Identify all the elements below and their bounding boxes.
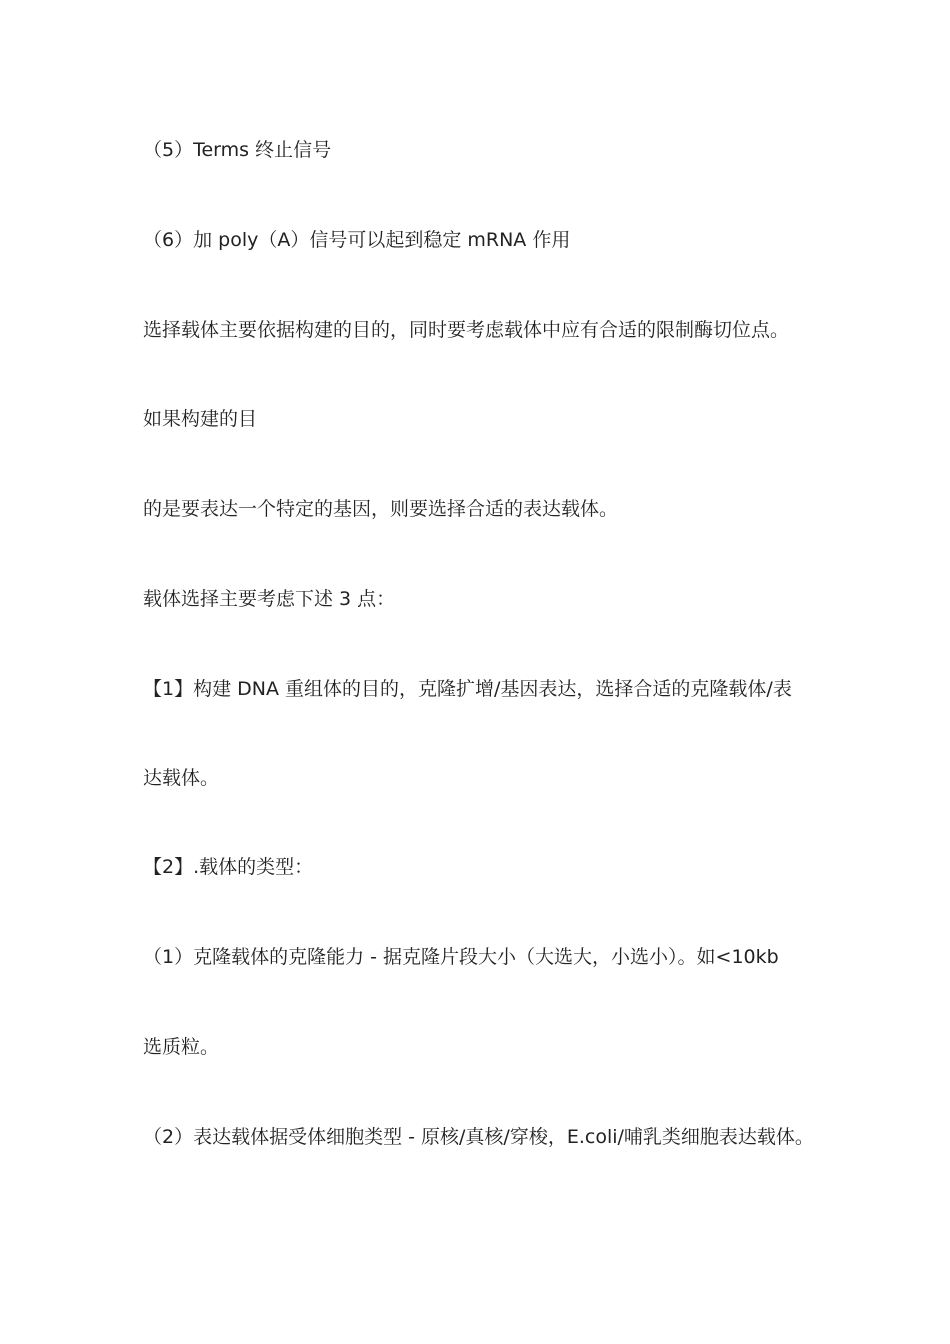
text-line: 载体选择主要考虑下述 3 点：: [143, 588, 396, 610]
text-line: 达载体。: [143, 767, 220, 789]
text-line: 的是要表达一个特定的基因，则要选择合适的表达载体。: [143, 498, 619, 520]
text-line: （2）表达载体据受体细胞类型 - 原核/真核/穿梭，E.coli/哺乳类细胞表达载体。: [143, 1126, 814, 1148]
text-line: 【2】.载体的类型：: [143, 856, 314, 878]
text-line: 选择载体主要依据构建的目的，同时要考虑载体中应有合适的限制酶切位点。: [143, 319, 790, 341]
text-line: 如果构建的目: [143, 408, 258, 430]
text-line: 【1】构建 DNA 重组体的目的，克隆扩增/基因表达，选择合适的克隆载体/表: [143, 678, 792, 700]
text-line: 选质粒。: [143, 1036, 220, 1058]
text-line: （1）克隆载体的克隆能力 - 据克隆片段大小（大选大，小选小）。如<10kb: [143, 946, 779, 968]
text-line: （6）加 poly（A）信号可以起到稳定 mRNA 作用: [143, 229, 571, 251]
text-line: （5）Terms 终止信号: [143, 139, 332, 161]
